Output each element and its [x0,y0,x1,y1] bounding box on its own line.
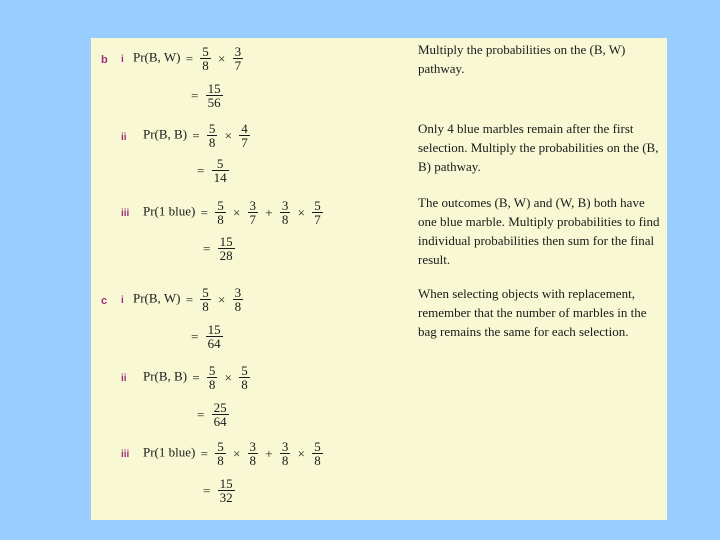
plus-sign: + [265,445,273,461]
times-sign: × [224,369,232,385]
plus-sign: + [265,204,273,220]
part-b-iii-equation [143,199,325,226]
times-sign: × [297,204,305,220]
part-b-i-label: i [121,54,124,65]
fraction: $\frac{5}{8}$ [241,363,248,392]
part-b-iii-note: The outcomes (B, W) and (W, B) both have one blue marble. Multiply probabilities to find individual probabilities then sum for the final result. [418,195,660,267]
part-c-iii-result [201,477,237,504]
part-c-i-note: When selecting objects with replacement, remember that the number of marbles in the bag remains the same for each selection. [418,286,647,339]
fraction: $\frac{5}{8}$ [202,44,209,73]
fraction: $\frac{5}{8}$ [202,285,209,314]
part-b-i-note: Multiply the probabilities on the (B, W) pathway. [418,42,626,76]
fraction: $\frac{5}{8}$ [208,121,216,150]
part-b-iii-label: iii [121,208,130,219]
fraction: $\frac{3}{8}$ [281,198,289,227]
times-sign: × [218,291,226,307]
part-c-i-equation [133,286,245,313]
part-c-ii-label: ii [121,373,127,384]
times-sign: × [297,445,305,461]
fraction: $\frac{3}{7}$ [234,44,242,73]
part-c-i-result [189,323,225,350]
part-c-iii-equation [143,440,325,467]
equals-sign: = [185,50,194,66]
result-fraction: $\frac{15}{28}$ [219,234,233,263]
equals-sign: = [191,328,199,344]
equals-sign: = [197,162,205,178]
times-sign: × [224,127,232,143]
fraction: $\frac{5}{8}$ [208,363,216,392]
times-sign: × [232,445,241,461]
lhs: Pr(1 blue) [143,444,196,460]
fraction: $\frac{5}{8}$ [217,198,224,227]
part-b-i-equation [133,45,245,72]
part-c-i-label: i [121,295,124,306]
result-fraction: $\frac{15}{32}$ [219,476,233,505]
fraction: $\frac{5}{8}$ [217,439,224,468]
part-b-iii-result [201,235,237,262]
times-sign: × [232,204,241,220]
lhs: Pr(B, W) [133,49,181,65]
part-c-ii-equation [143,364,252,391]
fraction: $\frac{3}{8}$ [234,285,242,314]
equals-sign: = [192,369,200,385]
times-sign: × [218,50,226,66]
fraction: $\frac{3}{7}$ [249,198,257,227]
equals-sign: = [191,87,199,103]
lhs: Pr(B, B) [143,368,188,384]
equals-sign: = [200,445,208,461]
equals-sign: = [197,406,205,422]
part-b-ii-result [195,157,231,184]
part-b-i-result [189,82,225,109]
equals-sign: = [192,127,200,143]
result-fraction: $\frac{5}{14}$ [213,156,227,185]
lhs: Pr(B, B) [143,126,188,142]
part-b-ii-label: ii [121,132,127,143]
equals-sign: = [200,204,208,220]
equals-sign: = [185,291,194,307]
equals-sign: = [203,482,211,498]
lhs: Pr(B, W) [133,290,181,306]
part-c-label: c [101,295,108,307]
equals-sign: = [203,240,211,256]
part-b-ii-equation [143,122,252,149]
solution-panel [91,38,667,520]
result-fraction: $\frac{15}{64}$ [207,322,221,351]
part-b-label: b [101,54,108,66]
result-fraction: $\frac{15}{56}$ [207,81,221,110]
fraction: $\frac{5}{7}$ [314,198,321,227]
fraction: $\frac{5}{8}$ [314,439,321,468]
fraction: $\frac{4}{7}$ [241,121,248,150]
part-c-iii-label: iii [121,449,130,460]
fraction: $\frac{3}{8}$ [281,439,289,468]
part-c-ii-result [195,401,231,428]
result-fraction: $\frac{25}{64}$ [213,400,227,429]
fraction: $\frac{3}{8}$ [249,439,257,468]
part-b-ii-note: Only 4 blue marbles remain after the first selection. Multiply the probabilities on the (B, B) pathway. [418,121,659,174]
lhs: Pr(1 blue) [143,203,196,219]
